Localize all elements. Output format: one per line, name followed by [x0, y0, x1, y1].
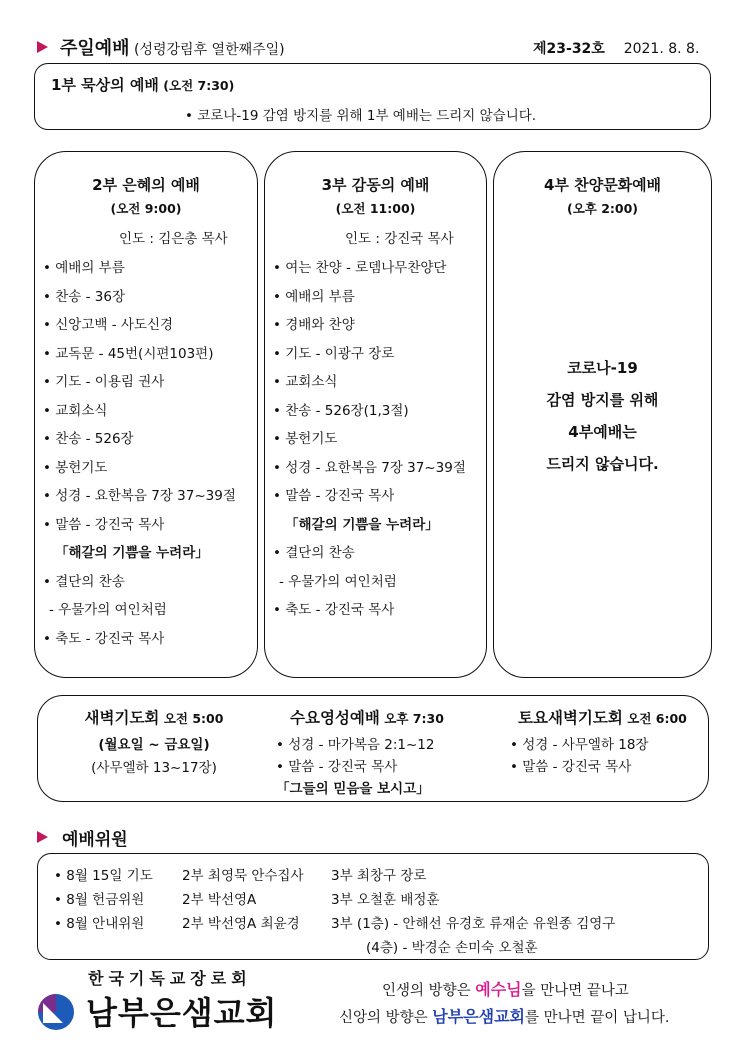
- service3-order-list: [273, 254, 482, 625]
- order-item: • 봉헌기도: [43, 459, 108, 476]
- dawn-title: 새벽기도회: [84, 709, 160, 727]
- service1-title: 1부 묵상의 예배: [51, 76, 159, 94]
- issue-number: 제23-32호: [533, 41, 605, 57]
- issue-date: 2021. 8. 8.: [623, 41, 700, 57]
- order-item: • 성경 - 요한복음 7장 37~39절: [273, 459, 466, 476]
- wednesday-service: [276, 706, 444, 797]
- service4-box: [493, 151, 712, 678]
- order-item: • 경배와 찬양: [273, 317, 355, 333]
- service2-title: 2부 은혜의 예배: [92, 176, 200, 194]
- order-item: • 봉헌기도: [273, 431, 338, 447]
- dawn-time: 오전 5:00: [163, 711, 224, 726]
- order-item: • 말씀 - 강진국 목사: [273, 488, 395, 504]
- church-logo-icon: [37, 993, 75, 1031]
- order-item: • 결단의 찬송: [43, 573, 125, 590]
- weekday-box: [37, 695, 709, 802]
- service4-time: (오후 2:00): [566, 201, 639, 216]
- order-item: • 예배의 부름: [273, 288, 355, 305]
- duty-row-extra: (4층) - 박경순 손미숙 오철훈: [366, 940, 538, 956]
- order-item: • 기도 - 이광구 장로: [273, 345, 395, 362]
- service3-time: (오전 11:00): [335, 201, 416, 216]
- dawn-text: (사무엘하 13~17장): [91, 760, 217, 776]
- order-item: • 찬송 - 526장: [43, 431, 134, 447]
- order-item: - 우물가의 여인처럼: [279, 573, 397, 590]
- order-item: • 교독문 - 45번(시편103편): [43, 345, 214, 362]
- order-item: • 기도 - 이용림 권사: [43, 374, 165, 390]
- wednesday-time: 오후 7:30: [384, 711, 444, 726]
- saturday-prayer: [510, 706, 687, 775]
- service1-box: [34, 63, 711, 130]
- highlight-jesus: 예수님: [475, 980, 522, 999]
- order-item: • 예배의 부름: [43, 260, 125, 276]
- highlight-church: 남부은샘교회: [432, 1007, 526, 1026]
- order-item: • 신앙고백 - 사도신경: [43, 317, 174, 333]
- order-item: • 교회소식: [273, 374, 338, 390]
- service3-leader: 인도 : 강진국 목사: [345, 231, 454, 247]
- order-item: 「해갈의 기쁨을 누려라」: [285, 516, 439, 533]
- order-item: • 축도 - 강진국 목사: [273, 602, 395, 618]
- issue-info: [533, 38, 699, 58]
- page-title: 주일예배: [60, 38, 130, 59]
- dawn-days: (월요일 ~ 금요일): [98, 737, 210, 753]
- service1-time: (오전 7:30): [163, 78, 235, 93]
- service1-note: • 코로나-19 감염 방지를 위해 1부 예배는 드리지 않습니다.: [185, 108, 537, 124]
- page-header: [60, 34, 285, 60]
- service2-leader: 인도 : 김은총 목사: [119, 231, 228, 247]
- service3-box: [264, 151, 487, 678]
- saturday-title: 토요새벽기도회: [518, 709, 623, 727]
- wednesday-scripture: • 성경 - 마가복음 2:1~12: [276, 737, 435, 753]
- order-item: • 찬송 - 36장: [43, 288, 126, 305]
- saturday-scripture: • 성경 - 사무엘하 18장: [510, 737, 649, 753]
- order-item: 「해갈의 기쁨을 누려라」: [55, 545, 209, 561]
- service4-message: 코로나-19 감염 방지를 위해 4부예배는 드리지 않습니다.: [546, 359, 659, 473]
- church-name: 남부은샘교회: [86, 994, 278, 1032]
- service3-title: 3부 감동의 예배: [321, 176, 430, 194]
- wednesday-sermon: • 말씀 - 강진국 목사: [276, 759, 398, 775]
- order-item: - 우물가의 여인처럼: [49, 602, 167, 618]
- dawn-prayer: [38, 706, 270, 776]
- saturday-time: 오전 6:00: [627, 711, 687, 726]
- service4-title: 4부 찬양문화예배: [543, 176, 662, 194]
- order-item: • 교회소식: [43, 402, 108, 419]
- footer-slogan-1: 인생의 방향은 예수님을 만나면 끝나고: [382, 980, 629, 999]
- duty-box: • 8월 15일 기도 2부 최영묵 안수집사 3부 최창구 장로 • 8월 헌금위원 2부 박선영A 3부 오철훈 배정훈 • 8월 안내위원 2부 박선영A 최윤경 3부 (1층) - 안해선 유경호 류재순 유원종 김영구 (4층) - 박경순 손미숙 오철훈: [37, 853, 709, 960]
- order-item: • 말씀 - 강진국 목사: [43, 516, 165, 533]
- service2-box: [34, 151, 258, 678]
- service2-order-list: [43, 254, 253, 653]
- service2-time: (오전 9:00): [110, 201, 182, 216]
- footer-slogan-2: 신앙의 방향은 남부은샘교회를 만나면 끝이 납니다.: [339, 1007, 670, 1026]
- order-item: • 축도 - 강진국 목사: [43, 630, 165, 647]
- page-subtitle: (성령강림후 열한째주일): [134, 42, 285, 58]
- saturday-sermon: • 말씀 - 강진국 목사: [510, 759, 632, 775]
- order-item: • 결단의 찬송: [273, 545, 355, 561]
- wednesday-sermon-title: 「그들의 믿음을 보시고」: [276, 781, 430, 797]
- section-arrow-icon: [37, 41, 48, 53]
- order-item: • 찬송 - 526장(1,3절): [273, 402, 409, 419]
- order-item: • 성경 - 요한복음 7장 37~39절: [43, 488, 236, 504]
- wednesday-title: 수요영성예배: [290, 709, 380, 727]
- order-item: • 여는 찬양 - 로뎀나무찬양단: [273, 260, 447, 276]
- duty-title: 예배위원: [62, 830, 128, 850]
- denomination-name: 한국기독교장로회: [88, 969, 252, 988]
- duty-arrow-icon: [37, 831, 48, 843]
